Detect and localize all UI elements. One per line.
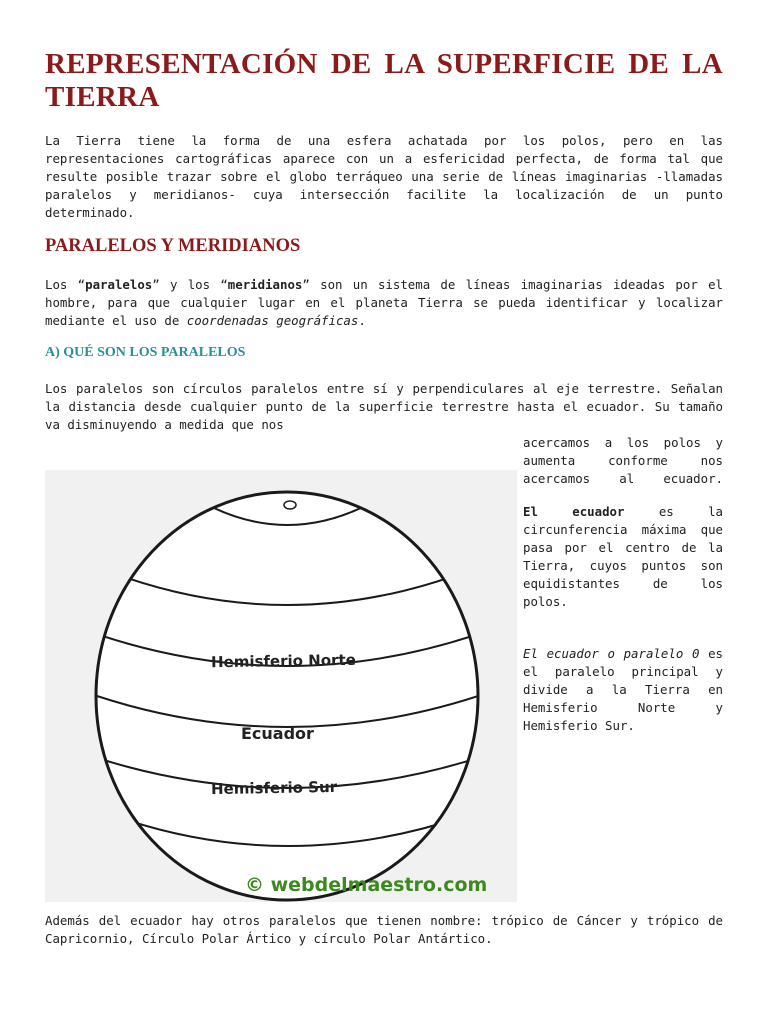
globe-outline — [96, 492, 478, 900]
watermark: © webdelmaestro.com — [245, 874, 488, 896]
side-ecuador-paragraph: El ecuador es la circunferencia máxima que pasa por el centro de la Tierra, cuyos puntos son equidistantes de los polos. — [523, 504, 723, 609]
section-paragraph: Los “paralelos” y los “meridianos” son un sistema de líneas imaginarias ideadas por el hombre, para que cualquier lugar en el planeta Tierra se pueda identificar y localizar mediante el uso de coordenadas geográficas. — [45, 277, 723, 328]
intro-paragraph: La Tierra tiene la forma de una esfera achatada por los polos, pero en las representaciones cartográficas aparece con un a esfericidad perfecta, de forma tal que resulte posible trazar sobre el globo terráqueo una serie de líneas imaginarias -llamadas paralelos y meridianos- cuya intersección facilite la localización de un punto determinado. — [45, 133, 723, 220]
term-meridianos: meridianos — [227, 277, 303, 292]
term-coordenadas: coordenadas geográficas — [186, 313, 359, 328]
label-hemisferio-sur: Hemisferio Sur — [210, 777, 338, 799]
side-paralelo0-paragraph: El ecuador o paralelo 0 es el paralelo principal y divide a la Tierra en Hemisferio Norte y Hemisferio Sur. — [523, 646, 723, 733]
paralelos-paragraph: Los paralelos son círculos paralelos entre sí y perpendiculares al eje terrestre. Señalan la distancia desde cualquier punto de la superficie terrestre hasta el ecuador. Su tamaño va disminuyendo a medida que nos — [45, 381, 723, 432]
globe-diagram — [45, 470, 517, 902]
page-title: REPRESENTACIÓN DE LA SUPERFICIE DE LA TIERRA — [45, 48, 723, 113]
term-ecuador: El ecuador — [523, 504, 625, 519]
term-paralelos: paralelos — [85, 277, 153, 292]
subheading-paralelos: A) QUÉ SON LOS PARALELOS — [45, 345, 246, 360]
term-paralelo-0: El ecuador o paralelo 0 — [523, 646, 700, 661]
section-heading: PARALELOS Y MERIDIANOS — [45, 236, 301, 256]
label-ecuador: Ecuador — [241, 724, 314, 743]
globe-figure — [45, 470, 517, 902]
side-continuation: acercamos a los polos y aumenta conforme nos acercamos al ecuador. — [523, 435, 723, 486]
closing-paragraph: Además del ecuador hay otros paralelos que tienen nombre: trópico de Cáncer y trópico de Capricornio, Círculo Polar Ártico y círculo Polar Antártico. — [45, 913, 723, 946]
label-hemisferio-norte: Hemisferio Norte — [210, 650, 356, 672]
